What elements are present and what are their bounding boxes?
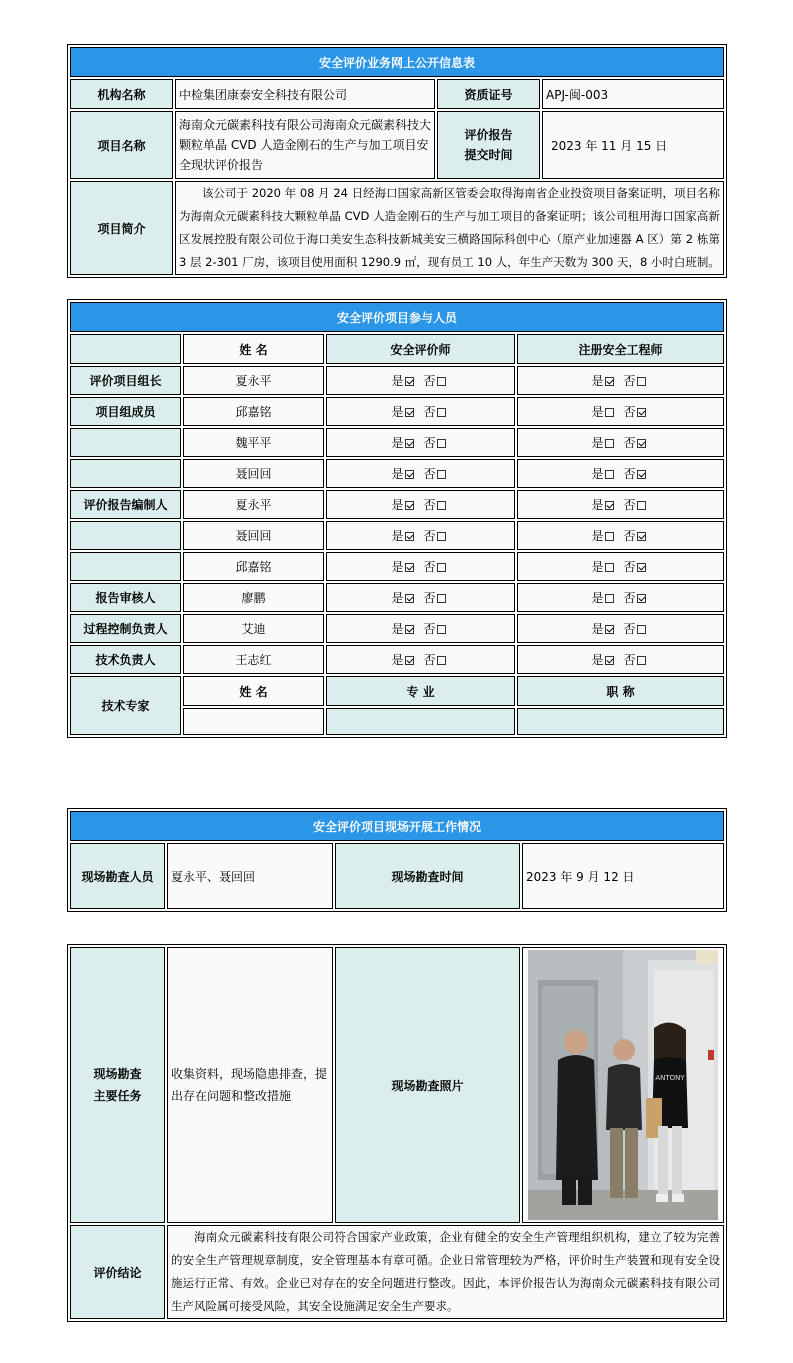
no-label: 否 xyxy=(423,653,436,667)
yes-checkbox[interactable] xyxy=(605,408,614,417)
yes-checkbox[interactable] xyxy=(405,439,414,448)
no-label: 否 xyxy=(623,560,636,574)
no-label: 否 xyxy=(623,653,636,667)
no-label: 否 xyxy=(423,622,436,636)
photo-shirt-text: ANTONY xyxy=(655,1074,685,1082)
staff-row xyxy=(70,614,724,643)
no-label: 否 xyxy=(623,529,636,543)
staff-engineer xyxy=(517,583,724,612)
staff-role xyxy=(70,552,181,581)
staff-evaluator-yesno xyxy=(391,622,449,636)
yes-label: 是 xyxy=(391,498,404,512)
staff-row xyxy=(70,366,724,395)
yes-checkbox[interactable] xyxy=(605,625,614,634)
staff-role xyxy=(70,459,181,488)
yes-checkbox[interactable] xyxy=(405,625,414,634)
yes-label: 是 xyxy=(591,436,604,450)
intro-value: 该公司于 2020 年 08 月 24 日经海口国家高新区管委会取得海南省企业投资项目备案证明，项目名称为海南众元碳素科技大颗粒单晶 CVD 人造金刚石的生产与加工项目的备案证明；该公司租用海口国家高新区发展控股有限公司位于海口美安生态科技新城美安三横路国际科创中心（原产业加速器 A 区）第 2 栋第 3 层 2-301 厂房，该项目使用面积 1290.9 ㎡，现有员工 10 人，年生产天数为 300 天，8 小时白班制。 xyxy=(175,181,724,275)
staff-name: 夏永平 xyxy=(183,490,324,519)
expert-label: 技术专家 xyxy=(70,676,181,735)
submit-time-label-line1: 评价报告 xyxy=(464,128,513,142)
conclusion-label: 评价结论 xyxy=(70,1225,165,1319)
staff-role: 技术负责人 xyxy=(70,645,181,674)
yes-label: 是 xyxy=(391,405,404,419)
engineer-col-header: 注册安全工程师 xyxy=(517,334,724,364)
yes-checkbox[interactable] xyxy=(605,470,614,479)
staff-evaluator-yesno xyxy=(391,467,449,481)
org-label: 机构名称 xyxy=(70,79,173,109)
expert-header-row xyxy=(70,676,724,706)
expert-title-header: 职 称 xyxy=(517,676,724,706)
survey-time-label: 现场勘查时间 xyxy=(335,843,520,909)
no-label: 否 xyxy=(423,498,436,512)
yes-label: 是 xyxy=(391,529,404,543)
no-checkbox[interactable] xyxy=(437,501,446,510)
yes-checkbox[interactable] xyxy=(405,408,414,417)
submit-time-label xyxy=(437,111,540,179)
staff-engineer-yesno xyxy=(591,436,649,450)
task-label-line1: 现场勘查 xyxy=(93,1067,142,1081)
yes-checkbox[interactable] xyxy=(605,563,614,572)
staff-engineer-yesno xyxy=(591,560,649,574)
staff-evaluator xyxy=(326,552,515,581)
staff-evaluator xyxy=(326,397,515,426)
photo-label: 现场勘查照片 xyxy=(335,947,520,1223)
yes-checkbox[interactable] xyxy=(405,470,414,479)
yes-label: 是 xyxy=(391,374,404,388)
cert-label: 资质证号 xyxy=(437,79,540,109)
no-label: 否 xyxy=(423,436,436,450)
no-checkbox[interactable] xyxy=(637,501,646,510)
no-label: 否 xyxy=(623,405,636,419)
staff-evaluator-yesno xyxy=(391,436,449,450)
no-checkbox[interactable] xyxy=(437,439,446,448)
no-label: 否 xyxy=(423,560,436,574)
staff-role xyxy=(70,521,181,550)
no-checkbox[interactable] xyxy=(437,594,446,603)
staff-role: 项目组成员 xyxy=(70,397,181,426)
staff-engineer xyxy=(517,366,724,395)
staff-role xyxy=(70,428,181,457)
yes-label: 是 xyxy=(591,560,604,574)
staff-name: 魏平平 xyxy=(183,428,324,457)
role-col-header xyxy=(70,334,181,364)
staff-engineer-yesno xyxy=(591,374,649,388)
info-table xyxy=(67,44,727,278)
no-checkbox[interactable] xyxy=(437,470,446,479)
no-label: 否 xyxy=(423,374,436,388)
site-photo xyxy=(528,950,718,1220)
staff-name: 王志红 xyxy=(183,645,324,674)
staff-engineer xyxy=(517,490,724,519)
yes-checkbox[interactable] xyxy=(405,594,414,603)
staff-engineer-yesno xyxy=(591,622,649,636)
project-value: 海南众元碳素科技有限公司海南众元碳素科技大颗粒单晶 CVD 人造金刚石的生产与加工项目安全现状评价报告 xyxy=(175,111,435,179)
staff-evaluator xyxy=(326,428,515,457)
no-label: 否 xyxy=(623,374,636,388)
staff-role: 过程控制负责人 xyxy=(70,614,181,643)
no-checkbox[interactable] xyxy=(637,656,646,665)
staff-role: 报告审核人 xyxy=(70,583,181,612)
yes-checkbox[interactable] xyxy=(605,532,614,541)
staff-evaluator xyxy=(326,366,515,395)
site-photo-image xyxy=(528,950,718,1220)
staff-role: 评价项目组长 xyxy=(70,366,181,395)
site-work-table xyxy=(67,808,727,912)
staff-engineer xyxy=(517,645,724,674)
staff-engineer xyxy=(517,428,724,457)
staff-name: 艾迪 xyxy=(183,614,324,643)
no-checkbox[interactable] xyxy=(637,439,646,448)
yes-checkbox[interactable] xyxy=(605,656,614,665)
no-label: 否 xyxy=(423,405,436,419)
no-checkbox[interactable] xyxy=(637,532,646,541)
yes-label: 是 xyxy=(591,374,604,388)
staff-name: 邱嘉铭 xyxy=(183,397,324,426)
no-checkbox[interactable] xyxy=(637,625,646,634)
expert-name-header: 姓 名 xyxy=(183,676,324,706)
staff-name: 夏永平 xyxy=(183,366,324,395)
staff-evaluator xyxy=(326,645,515,674)
staff-name: 邱嘉铭 xyxy=(183,552,324,581)
site-task-table xyxy=(67,944,727,1322)
staff-engineer xyxy=(517,459,724,488)
yes-checkbox[interactable] xyxy=(405,377,414,386)
no-label: 否 xyxy=(423,467,436,481)
staff-evaluator-yesno xyxy=(391,529,449,543)
staff-name: 聂回回 xyxy=(183,521,324,550)
intro-label: 项目简介 xyxy=(70,181,173,275)
survey-people-label: 现场勘查人员 xyxy=(70,843,165,909)
expert-major xyxy=(326,708,515,735)
yes-label: 是 xyxy=(391,591,404,605)
staff-evaluator-yesno xyxy=(391,405,449,419)
task-label-line2: 主要任务 xyxy=(93,1089,142,1103)
no-checkbox[interactable] xyxy=(437,563,446,572)
site-photo-cell xyxy=(522,947,724,1223)
staff-engineer-yesno xyxy=(591,467,649,481)
no-checkbox[interactable] xyxy=(637,377,646,386)
staff-engineer xyxy=(517,521,724,550)
yes-label: 是 xyxy=(391,622,404,636)
yes-checkbox[interactable] xyxy=(605,594,614,603)
staff-row xyxy=(70,428,724,457)
staff-role: 评价报告编制人 xyxy=(70,490,181,519)
staff-evaluator-yesno xyxy=(391,653,449,667)
submit-time-value: 2023 年 11 月 15 日 xyxy=(542,111,724,179)
yes-checkbox[interactable] xyxy=(605,439,614,448)
staff-row xyxy=(70,490,724,519)
org-value: 中检集团康泰安全科技有限公司 xyxy=(175,79,435,109)
staff-evaluator-yesno xyxy=(391,560,449,574)
staff-evaluator-yesno xyxy=(391,498,449,512)
staff-engineer xyxy=(517,614,724,643)
staff-evaluator xyxy=(326,490,515,519)
staff-evaluator xyxy=(326,459,515,488)
yes-label: 是 xyxy=(591,622,604,636)
no-label: 否 xyxy=(623,467,636,481)
yes-label: 是 xyxy=(591,653,604,667)
staff-engineer-yesno xyxy=(591,591,649,605)
yes-label: 是 xyxy=(591,591,604,605)
yes-label: 是 xyxy=(391,467,404,481)
staff-engineer xyxy=(517,552,724,581)
yes-checkbox[interactable] xyxy=(405,656,414,665)
yes-label: 是 xyxy=(591,467,604,481)
staff-row xyxy=(70,521,724,550)
no-label: 否 xyxy=(423,591,436,605)
no-checkbox[interactable] xyxy=(437,408,446,417)
no-checkbox[interactable] xyxy=(637,594,646,603)
expert-name xyxy=(183,708,324,735)
no-checkbox[interactable] xyxy=(437,532,446,541)
cert-value: APJ-闽-003 xyxy=(542,79,724,109)
no-label: 否 xyxy=(623,498,636,512)
staff-evaluator-yesno xyxy=(391,591,449,605)
yes-checkbox[interactable] xyxy=(405,563,414,572)
staff-evaluator xyxy=(326,521,515,550)
expert-title xyxy=(517,708,724,735)
conclusion-value: 海南众元碳素科技有限公司符合国家产业政策，企业有健全的安全生产管理组织机构，建立了较为完善的安全生产管理规章制度，安全管理基本有章可循。企业日常管理较为严格，评价时生产装置和现有安全设施运行正常、有效。企业已对存在的安全问题进行整改。因此，本评价报告认为海南众元碳素科技有限公司生产风险属可接受风险，其安全设施满足安全生产要求。 xyxy=(167,1225,724,1319)
site-work-title: 安全评价项目现场开展工作情况 xyxy=(70,811,724,841)
survey-time-value: 2023 年 9 月 12 日 xyxy=(522,843,724,909)
info-table-title: 安全评价业务网上公开信息表 xyxy=(70,47,724,77)
staff-row xyxy=(70,552,724,581)
no-checkbox[interactable] xyxy=(437,625,446,634)
no-checkbox[interactable] xyxy=(637,470,646,479)
no-checkbox[interactable] xyxy=(437,377,446,386)
staff-name: 廖鹏 xyxy=(183,583,324,612)
no-checkbox[interactable] xyxy=(437,656,446,665)
task-label xyxy=(70,947,165,1223)
yes-checkbox[interactable] xyxy=(605,377,614,386)
staff-row xyxy=(70,397,724,426)
name-col-header: 姓 名 xyxy=(183,334,324,364)
yes-label: 是 xyxy=(591,498,604,512)
no-checkbox[interactable] xyxy=(637,563,646,572)
no-label: 否 xyxy=(623,622,636,636)
staff-evaluator-yesno xyxy=(391,374,449,388)
staff-engineer-yesno xyxy=(591,529,649,543)
expert-major-header: 专 业 xyxy=(326,676,515,706)
yes-checkbox[interactable] xyxy=(405,501,414,510)
project-label: 项目名称 xyxy=(70,111,173,179)
yes-checkbox[interactable] xyxy=(405,532,414,541)
yes-checkbox[interactable] xyxy=(605,501,614,510)
yes-label: 是 xyxy=(591,405,604,419)
staff-engineer-yesno xyxy=(591,498,649,512)
task-value: 收集资料，现场隐患排查，提出存在问题和整改措施 xyxy=(167,947,333,1223)
yes-label: 是 xyxy=(391,653,404,667)
staff-row xyxy=(70,645,724,674)
yes-label: 是 xyxy=(591,529,604,543)
staff-engineer xyxy=(517,397,724,426)
staff-row xyxy=(70,459,724,488)
evaluator-col-header: 安全评价师 xyxy=(326,334,515,364)
survey-people-value: 夏永平、聂回回 xyxy=(167,843,333,909)
staff-evaluator xyxy=(326,583,515,612)
staff-evaluator xyxy=(326,614,515,643)
no-label: 否 xyxy=(623,591,636,605)
no-label: 否 xyxy=(623,436,636,450)
yes-label: 是 xyxy=(391,436,404,450)
submit-time-label-line2: 提交时间 xyxy=(464,148,513,162)
staff-engineer-yesno xyxy=(591,405,649,419)
staff-table-title: 安全评价项目参与人员 xyxy=(70,302,724,332)
yes-label: 是 xyxy=(391,560,404,574)
staff-name: 聂回回 xyxy=(183,459,324,488)
no-checkbox[interactable] xyxy=(637,408,646,417)
staff-table xyxy=(67,299,727,738)
no-label: 否 xyxy=(423,529,436,543)
staff-row xyxy=(70,583,724,612)
staff-engineer-yesno xyxy=(591,653,649,667)
